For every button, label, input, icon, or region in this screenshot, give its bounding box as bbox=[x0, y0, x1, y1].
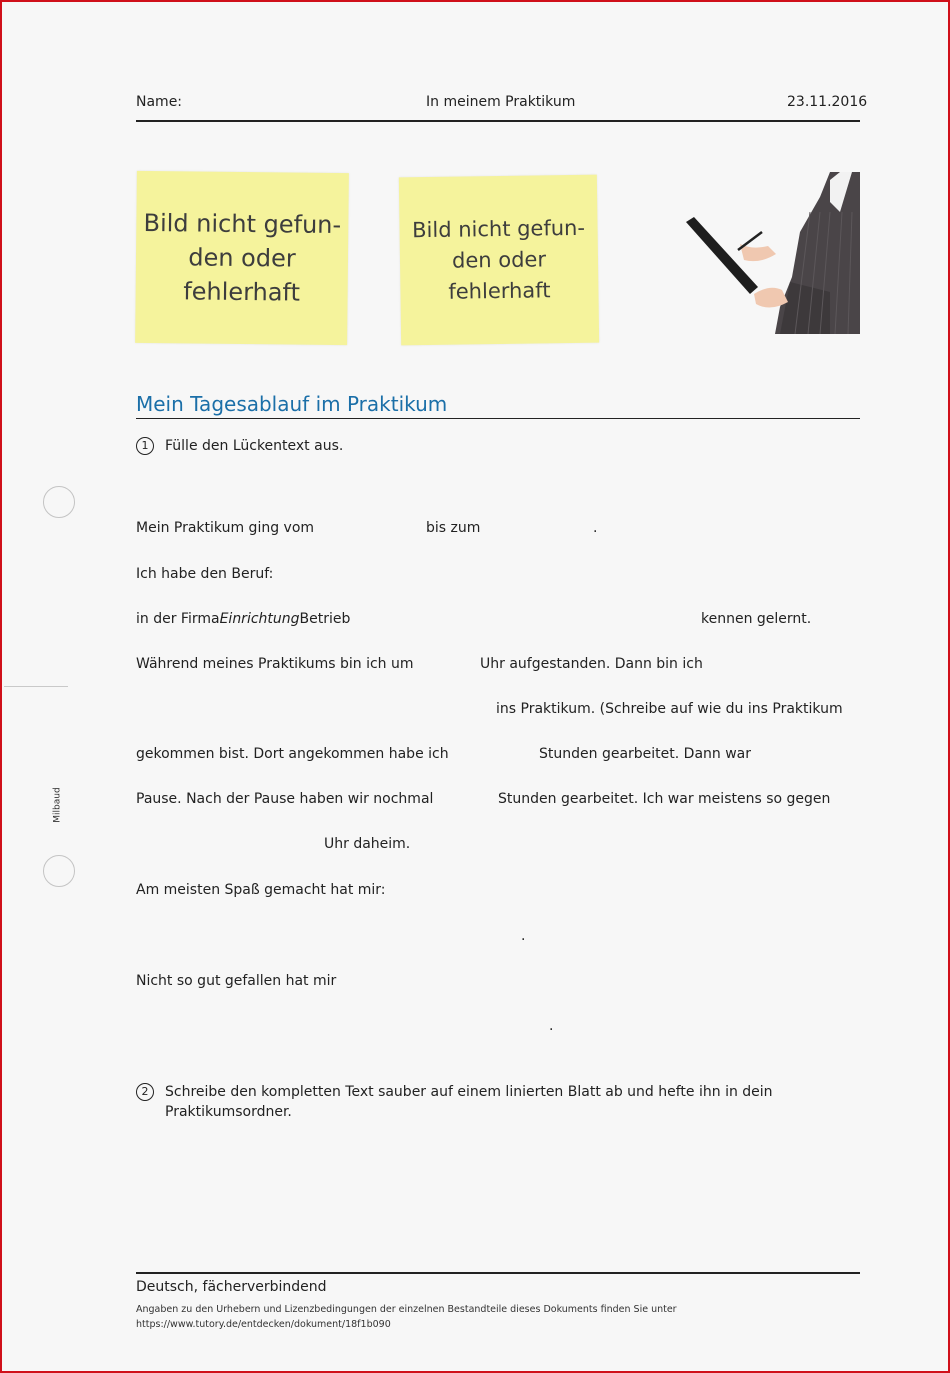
punch-hole-marker bbox=[43, 855, 75, 887]
task-1-instruction: Fülle den Lückentext aus. bbox=[165, 438, 344, 454]
image-placeholder-note-2 bbox=[399, 175, 599, 346]
footer-license-text: Angaben zu den Urhebern und Lizenzbedingungen der einzelnen Bestandteile dieses Dokuments finden Sie unter bbox=[136, 1304, 677, 1315]
cloze-text: Während meines Praktikums bin ich um bbox=[136, 656, 414, 672]
note-text-line: Bild nicht gefun- bbox=[411, 215, 586, 242]
cloze-text: Am meisten Spaß gemacht hat mir: bbox=[136, 882, 386, 898]
note-text-line: den oder bbox=[188, 243, 296, 273]
section-rule bbox=[136, 418, 860, 419]
task-number-2: 2 bbox=[136, 1083, 154, 1101]
cloze-text bbox=[136, 611, 350, 627]
punch-hole-marker bbox=[43, 486, 75, 518]
businesswoman-clipboard-illustration bbox=[680, 172, 860, 334]
cloze-text: . bbox=[549, 1018, 554, 1034]
task-2-instruction: Schreibe den kompletten Text sauber auf einem linierten Blatt ab und hefte ihn in dein bbox=[165, 1084, 773, 1100]
document-date: 23.11.2016 bbox=[787, 94, 868, 110]
task-number-1: 1 bbox=[136, 437, 154, 455]
section-title: Mein Tagesablauf im Praktikum bbox=[136, 392, 448, 416]
cloze-text: Ich habe den Beruf: bbox=[136, 566, 274, 582]
cloze-text: Pause. Nach der Pause haben wir nochmal bbox=[136, 791, 434, 807]
cloze-text: Stunden gearbeitet. Dann war bbox=[539, 746, 752, 762]
cloze-text: Nicht so gut gefallen hat mir bbox=[136, 973, 337, 989]
cloze-text: gekommen bist. Dort angekommen habe ich bbox=[136, 746, 449, 762]
note-text-line: Bild nicht gefun- bbox=[143, 208, 342, 240]
footer-license-link[interactable]: https://www.tutory.de/entdecken/dokument/18f1b090 bbox=[136, 1319, 391, 1330]
fold-mark bbox=[4, 686, 68, 687]
task-2-instruction: Praktikumsordner. bbox=[165, 1104, 292, 1120]
footer-subject: Deutsch, fächerverbindend bbox=[136, 1279, 327, 1295]
note-text-line: fehlerhaft bbox=[183, 277, 301, 307]
footer-rule bbox=[136, 1272, 860, 1274]
name-label: Name: bbox=[136, 94, 183, 110]
cloze-text: bis zum bbox=[426, 520, 481, 536]
note-text-line: fehlerhaft bbox=[448, 277, 551, 304]
document-title: In meinem Praktikum bbox=[426, 94, 576, 110]
cloze-text: . bbox=[521, 928, 526, 944]
note-text-line: den oder bbox=[451, 246, 547, 273]
cloze-word: in der Firma bbox=[136, 611, 220, 627]
cloze-text: . bbox=[593, 520, 598, 536]
cloze-word: Einrichtung bbox=[219, 611, 300, 627]
image-placeholder-note-1 bbox=[135, 171, 349, 345]
cloze-word: Betrieb bbox=[299, 611, 351, 627]
cloze-text: Uhr daheim. bbox=[324, 836, 411, 852]
cloze-text: Mein Praktikum ging vom bbox=[136, 520, 315, 536]
cloze-text: Stunden gearbeitet. Ich war meistens so gegen bbox=[498, 791, 831, 807]
cloze-text: ins Praktikum. (Schreibe auf wie du ins Praktikum bbox=[496, 701, 843, 717]
cloze-text: Uhr aufgestanden. Dann bin ich bbox=[480, 656, 703, 672]
side-label: Milbaud bbox=[52, 787, 63, 823]
cloze-text: kennen gelernt. bbox=[701, 611, 812, 627]
header-rule bbox=[136, 120, 860, 122]
